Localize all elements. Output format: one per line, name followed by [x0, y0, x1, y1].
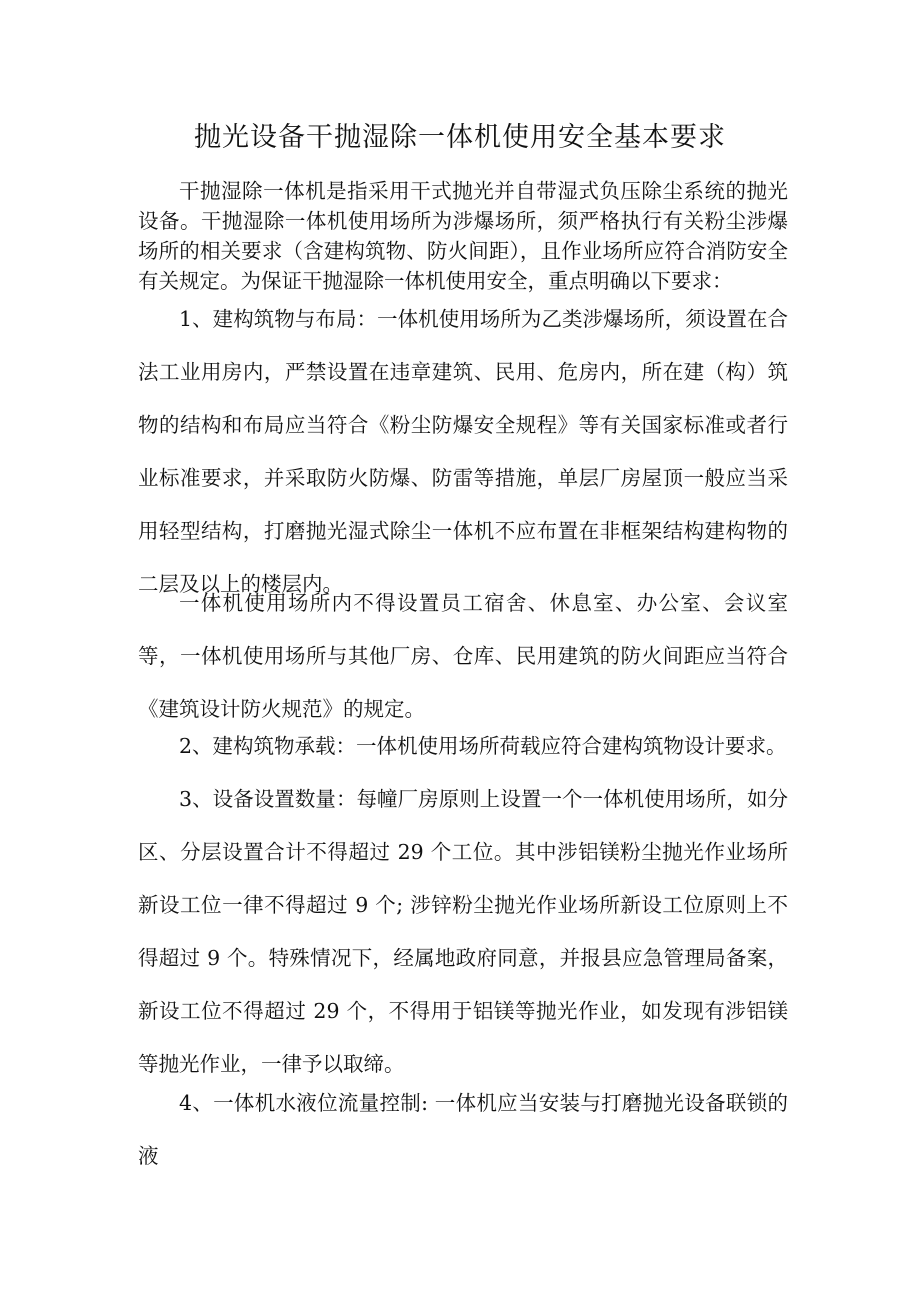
document-title: 抛光设备干抛湿除一体机使用安全基本要求: [194, 122, 726, 153]
paragraph-fire-spacing: 一体机使用场所内不得设置员工宿舍、休息室、办公室、会议室等，一体机使用场所与其他厂房、仓库、民用建筑的防火间距应当符合《建筑设计防火规范》的规定。: [138, 591, 788, 721]
intro-paragraph: 干抛湿除一体机是指采用干式抛光并自带湿式负压除尘系统的抛光设备。干抛湿除一体机使用场所为涉爆场所，须严格执行有关粉尘涉爆场所的相关要求（含建构筑物、防火间距），且作业场所应符合消防安全有关规定。为保证干抛湿除一体机使用安全，重点明确以下要求：: [138, 179, 788, 293]
paragraph-building-load: 2、建构筑物承载：一体机使用场所荷载应符合建构筑物设计要求。: [179, 734, 787, 758]
paragraph-equipment-count: 3、设备设置数量：每幢厂房原则上设置一个一体机使用场所，如分区、分层设置合计不得超过 29 个工位。其中涉铝镁粉尘抛光作业场所新设工位一律不得超过 9 个; 涉锌粉尘抛光作业场所新设工位原则上不得超过 9 个。特殊情况下，经属地政府同意，并报县应急管理局备案，新设工位不得超过 29 个，不得用于铝镁等抛光作业，如发现有涉铝镁等抛光作业，一律予以取缔。: [138, 787, 788, 1076]
paragraph-building-layout: 1、建构筑物与布局：一体机使用场所为乙类涉爆场所，须设置在合法工业用房内，严禁设置在违章建筑、民用、危房内，所在建（构）筑物的结构和布局应当符合《粉尘防爆安全规程》等有关国家标准或者行业标准要求，并采取防火防爆、防雷等措施，单层厂房屋顶一般应当采用轻型结构，打磨抛光湿式除尘一体机不应布置在非框架结构建构物的二层及以上的楼层内。: [138, 307, 788, 596]
paragraph-water-level-control: 4、一体机水液位流量控制: 一体机应当安装与打磨抛光设备联锁的液: [138, 1091, 788, 1168]
